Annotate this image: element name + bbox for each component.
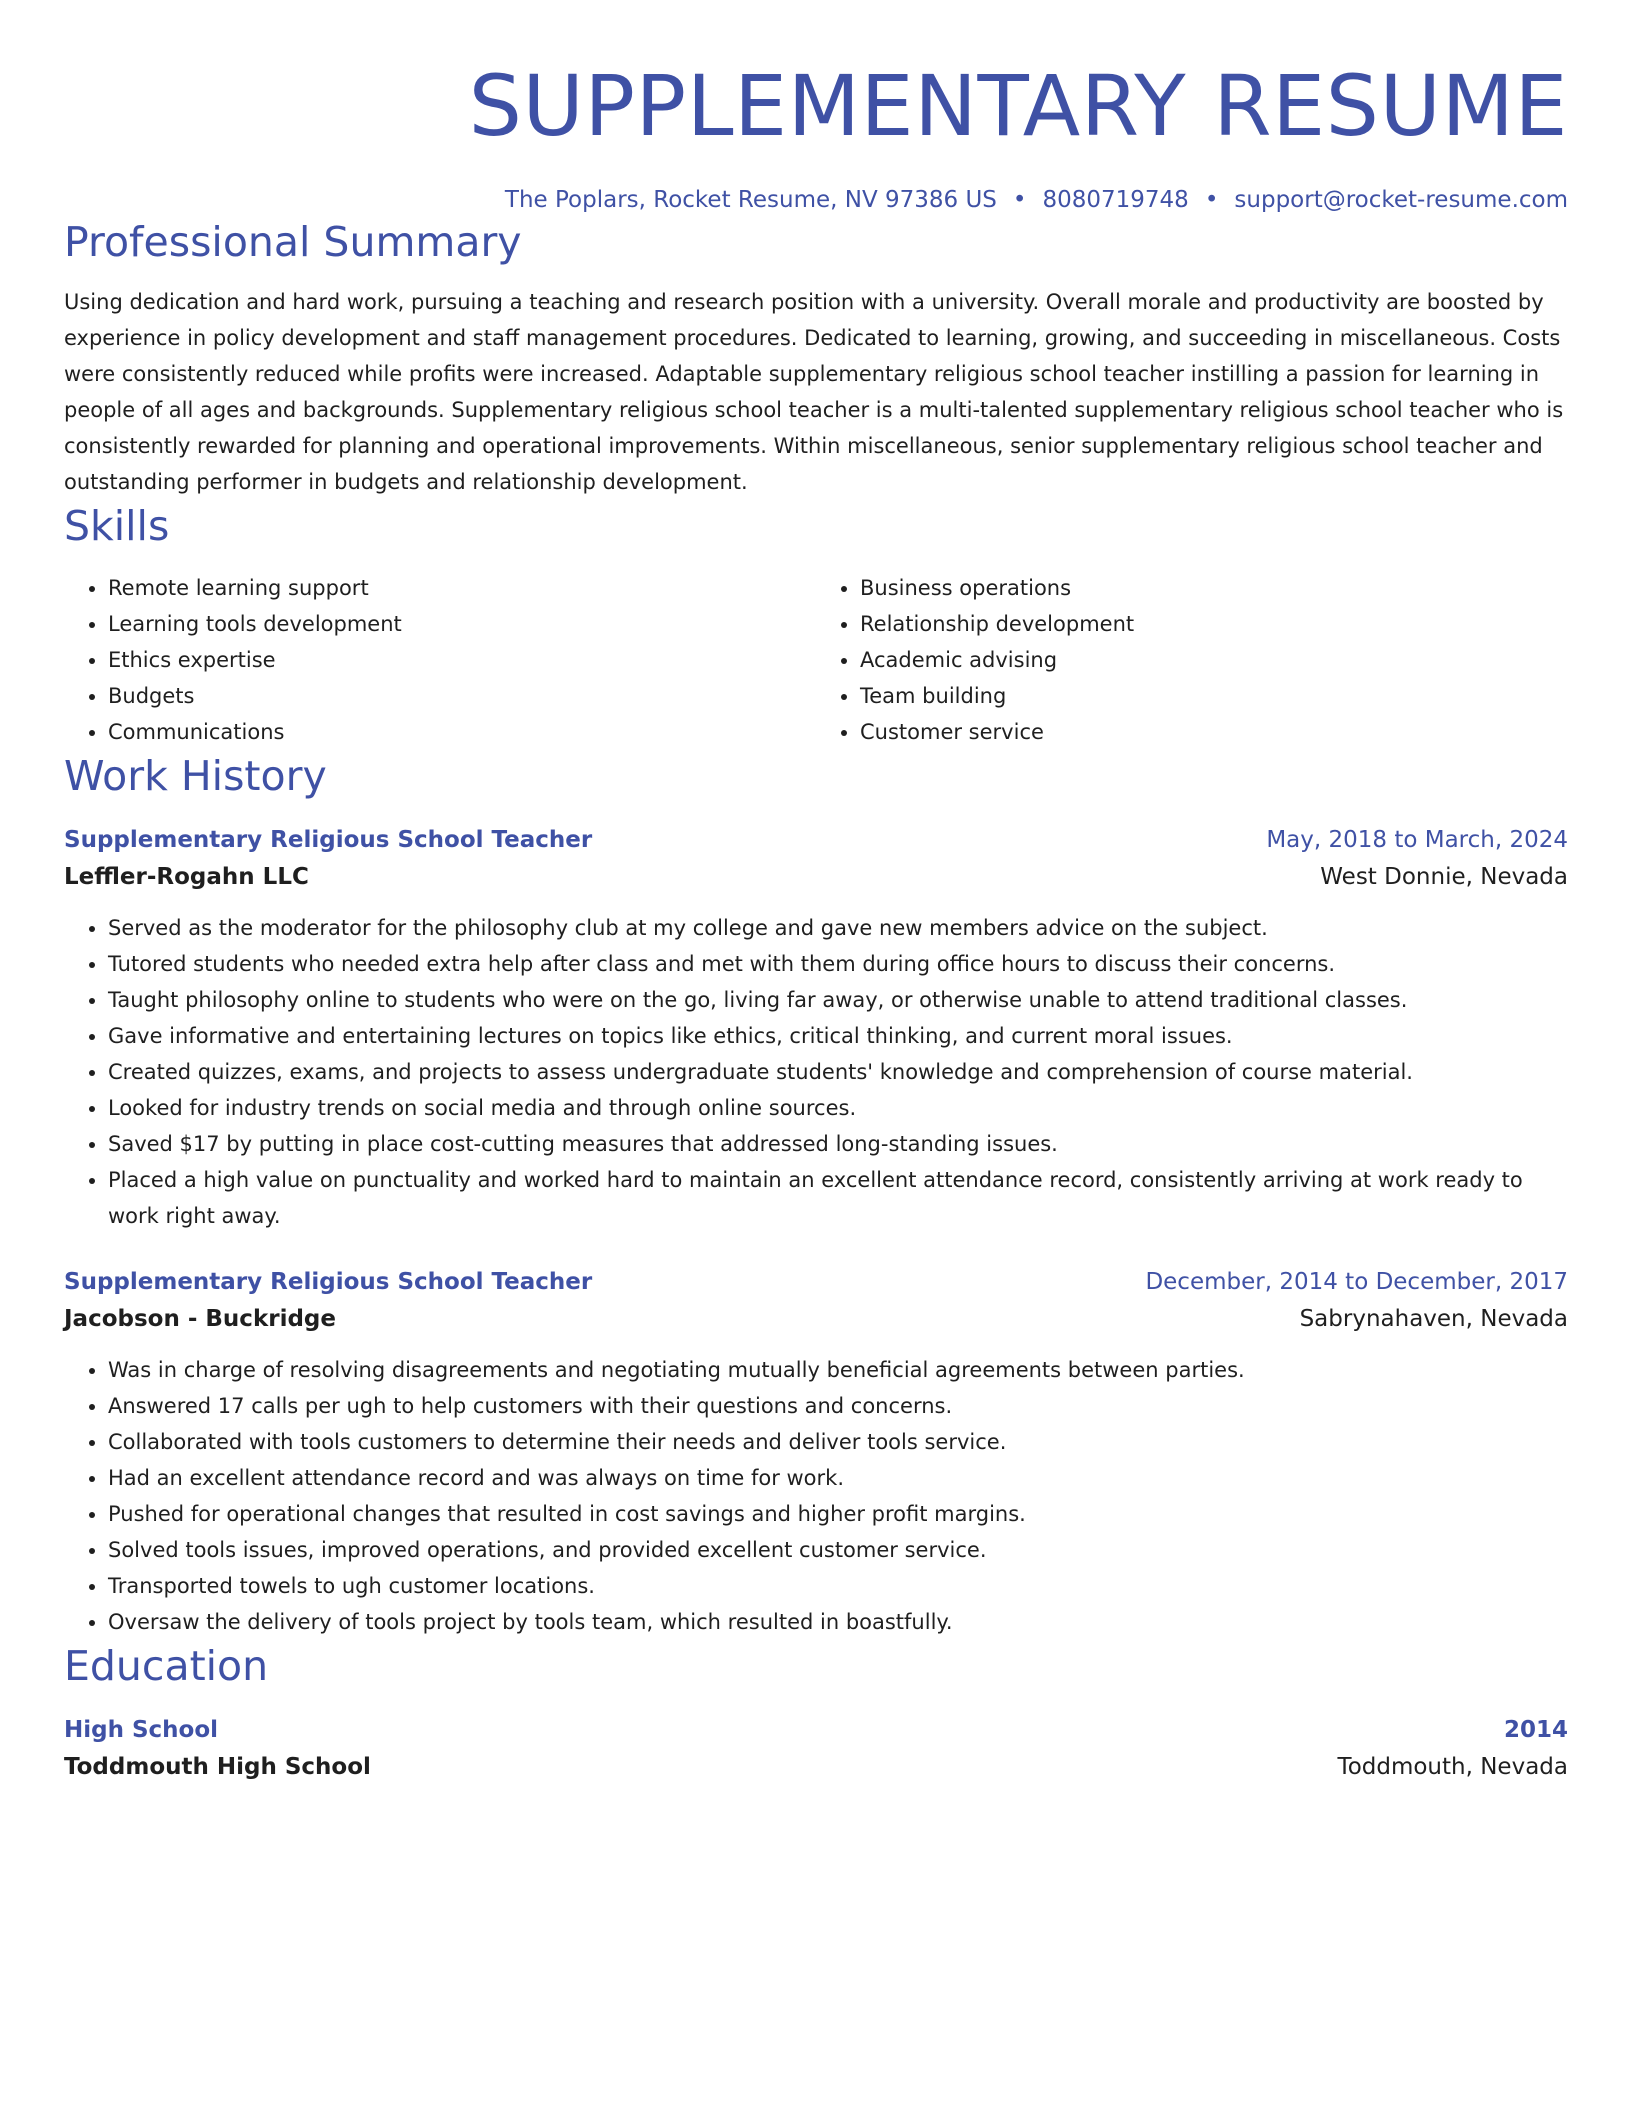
contact-separator: • [1012,187,1027,213]
skill-item: • Customer service [860,714,1568,750]
job-bullet: • Taught philosophy online to students who were on the go, living far away, or otherwise unable to attend traditional classes. [108,982,1568,1018]
resume-name: SUPPLEMENTARY RESUME [468,57,1568,155]
job-bullet: • Pushed for operational changes that resulted in cost savings and higher profit margins. [108,1496,1568,1532]
education-school-row [64,1748,1568,1786]
job-bullet: • Saved $17 by putting in place cost-cutting measures that addressed long-standing issues. [108,1126,1568,1162]
job-company: Leffler-Rogahn LLC [64,864,309,890]
job-bullet: • Collaborated with tools customers to determine their needs and deliver tools service. [108,1424,1568,1460]
skill-item: • Remote learning support [108,570,816,606]
education-year: 2014 [1503,1717,1568,1743]
job-dates: December, 2014 to December, 2017 [1145,1269,1568,1295]
job-bullet: • Looked for industry trends on social media and through online sources. [108,1090,1568,1126]
job-company: Jacobson - Buckridge [64,1306,336,1332]
work-history-heading: Work History [64,752,327,800]
job-bullet: • Answered 17 calls per ugh to help customers with their questions and concerns. [108,1388,1568,1424]
job-bullet: • Gave informative and entertaining lectures on topics like ethics, critical thinking, and current moral issues. [108,1018,1568,1054]
job-bullet: • Placed a high value on punctuality and worked hard to maintain an excellent attendance record, consistently arriving at work ready to work right away. [108,1162,1568,1234]
job-bullet: • Served as the moderator for the philosophy club at my college and gave new members advice on the subject. [108,910,1568,946]
education-entry [64,1712,1568,1786]
job-title: Supplementary Religious School Teacher [64,1269,593,1295]
job-bullet: • Oversaw the delivery of tools project by tools team, which resulted in boastfully. [108,1604,1568,1640]
skill-item: • Team building [860,678,1568,714]
job-location: West Donnie, Nevada [1320,864,1568,890]
contact-separator: • [1204,187,1219,213]
job-entry [64,1264,1568,1640]
education-degree: High School [64,1717,219,1743]
skill-item: • Academic advising [860,642,1568,678]
resume-header [64,58,1568,216]
job-title-row [64,1264,1568,1300]
contact-address: The Poplars, Rocket Resume, NV 97386 US [504,187,997,213]
job-bullet: • Was in charge of resolving disagreements and negotiating mutually beneficial agreements between parties. [108,1352,1568,1388]
contact-phone: 8080719748 [1042,187,1189,213]
job-title: Supplementary Religious School Teacher [64,827,593,853]
job-bullet: • Transported towels to ugh customer locations. [108,1568,1568,1604]
education-school: Toddmouth High School [64,1754,371,1780]
summary-heading: Professional Summary [64,218,522,266]
education-degree-row [64,1712,1568,1748]
skill-item: • Business operations [860,570,1568,606]
education-heading: Education [64,1642,269,1690]
skills-column-right [816,570,1568,750]
job-bullet: • Tutored students who needed extra help after class and met with them during office hours to discuss their concerns. [108,946,1568,982]
contact-email: support@rocket-resume.com [1234,187,1568,213]
job-bullet: • Solved tools issues, improved operations, and provided excellent customer service. [108,1532,1568,1568]
skill-item: • Ethics expertise [108,642,816,678]
job-location: Sabrynahaven, Nevada [1299,1306,1568,1332]
skills-heading: Skills [64,502,170,550]
contact-line [64,184,1568,216]
job-company-row [64,858,1568,896]
job-entry [64,822,1568,1234]
job-bullet: • Had an excellent attendance record and was always on time for work. [108,1460,1568,1496]
job-bullets [64,1352,1568,1640]
skills-column-left [64,570,816,750]
skill-item: • Relationship development [860,606,1568,642]
job-title-row [64,822,1568,858]
job-dates: May, 2018 to March, 2024 [1266,827,1568,853]
skills-list [64,570,1568,750]
education-location: Toddmouth, Nevada [1337,1754,1568,1780]
summary-text: Using dedication and hard work, pursuing a teaching and research position with a university. Overall morale and productivity are boosted by experience in policy development and staff management procedures. Dedicated to learning, growing, and succeeding in miscellaneous. Costs were consistently reduced while profits were increased. Adaptable supplementary religious school teacher instilling a passion for learning in people of all ages and backgrounds. Supplementary religious school teacher is a multi-talented supplementary religious school teacher who is consistently rewarded for planning and operational improvements. Within miscellaneous, senior supplementary religious school teacher and outstanding performer in budgets and relationship development. [64,290,1564,494]
skill-item: • Communications [108,714,816,750]
job-bullets [64,910,1568,1234]
skill-item: • Learning tools development [108,606,816,642]
skill-item: • Budgets [108,678,816,714]
job-bullet: • Created quizzes, exams, and projects to assess undergraduate students' knowledge and comprehension of course material. [108,1054,1568,1090]
job-company-row [64,1300,1568,1338]
